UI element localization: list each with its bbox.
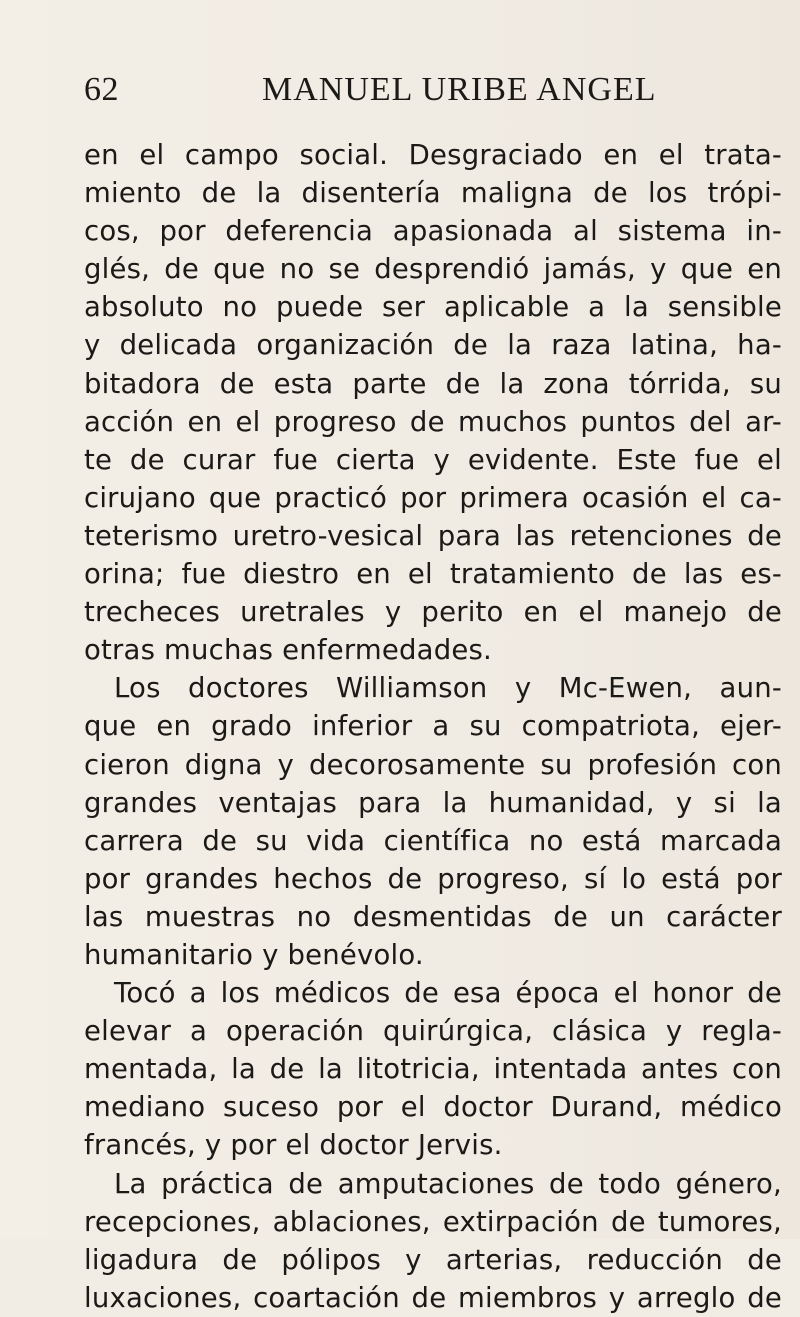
text-line: cieron digna y decorosamente su profesión con: [84, 748, 782, 781]
text-line: orina; fue diestro en el tratamiento de las es-: [84, 558, 782, 591]
text-line: mediano suceso por el doctor Durand, médico: [84, 1091, 782, 1124]
text-line: teterismo uretro-vesical para las retenciones de: [84, 519, 782, 552]
text-line: luxaciones, coartación de miembros y arreglo de: [84, 1281, 782, 1314]
body-text: [84, 136, 798, 1317]
text-line: humanitario y benévolo.: [84, 938, 424, 971]
text-line: ligadura de pólipos y arterias, reducción de: [84, 1243, 782, 1276]
text-line: Tocó a los médicos de esa época el honor de: [114, 977, 782, 1010]
text-line: las muestras no desmentidas de un carácter: [84, 900, 782, 933]
text-line: miento de la disentería maligna de los trópi-: [84, 177, 782, 210]
text-line: que en grado inferior a su compatriota, ejer-: [84, 710, 782, 743]
page-number: 62: [84, 71, 119, 108]
text-line: glés, de que no se desprendió jamás, y que en: [84, 253, 782, 286]
text-line: Los doctores Williamson y Mc-Ewen, aun-: [114, 672, 782, 705]
text-line: en el campo social. Desgraciado en el trata-: [84, 139, 782, 171]
text-line: grandes ventajas para la humanidad, y si la: [84, 786, 782, 819]
text-line: La práctica de amputaciones de todo género,: [114, 1167, 782, 1200]
running-head: MANUEL URIBE ANGEL: [262, 71, 657, 108]
text-line: por grandes hechos de progreso, sí lo está por: [84, 862, 782, 895]
text-line: elevar a operación quirúrgica, clásica y regla-: [84, 1015, 782, 1048]
text-line: te de curar fue cierta y evidente. Este fue el: [84, 443, 782, 476]
text-line: acción en el progreso de muchos puntos del ar-: [84, 405, 782, 438]
text-line: cirujano que practicó por primera ocasión el ca-: [84, 481, 782, 514]
text-line: y delicada organización de la raza latina, ha-: [84, 329, 782, 362]
text-line: otras muchas enfermedades.: [84, 634, 492, 667]
text-line: carrera de su vida científica no está marcada: [84, 824, 782, 857]
text-line: mentada, la de la litotricia, intentada antes con: [84, 1053, 782, 1086]
text-line: recepciones, ablaciones, extirpación de tumores,: [84, 1205, 782, 1238]
text-line: cos, por deferencia apasionada al sistema in-: [84, 215, 782, 248]
text-line: absoluto no puede ser aplicable a la sensible: [84, 291, 782, 324]
text-line: trecheces uretrales y perito en el manejo de: [84, 596, 782, 629]
page-header: [84, 66, 720, 114]
text-line: francés, y por el doctor Jervis.: [84, 1129, 503, 1162]
text-line: bitadora de esta parte de la zona tórrida, su: [84, 367, 782, 400]
